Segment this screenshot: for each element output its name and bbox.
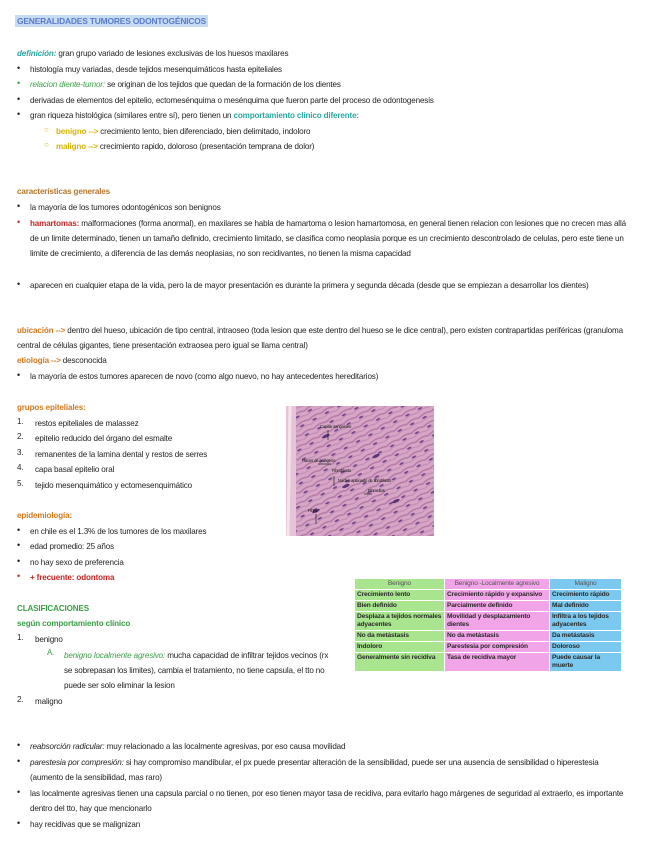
bullet-icon: • bbox=[17, 540, 21, 550]
etiologia-line bbox=[17, 354, 632, 368]
caracteristicas-heading: características generales bbox=[17, 187, 110, 196]
epidemiologia-heading: epidemiología: bbox=[17, 511, 73, 520]
photo-label: Fibra bbox=[308, 508, 317, 513]
clasificaciones-heading: CLASIFICACIONES bbox=[17, 604, 89, 613]
maligno-line bbox=[56, 140, 645, 154]
bullet-icon: • bbox=[17, 756, 21, 766]
ubicacion-text: dentro del hueso, ubicación de tipo central, intraoseo (toda lesion que este dentro del hueso se le dice central), pero existen contrapartidas periféricas (granuloma central de células gigantes, tiene presentación extraosea pero igual se llama central) bbox=[17, 326, 623, 350]
table-header-row bbox=[355, 579, 622, 590]
table-header: Maligno bbox=[550, 579, 622, 590]
list-number: 4. bbox=[17, 463, 24, 472]
ubicacion-paragraph bbox=[17, 323, 632, 353]
bullet-icon: • bbox=[17, 217, 21, 227]
table-row bbox=[355, 631, 622, 642]
clasificacion-sub-a bbox=[64, 648, 336, 693]
epidemiologia-item-1: en chile es el 1.3% de los tumores de los maxilares bbox=[30, 527, 207, 536]
bullet-icon: • bbox=[17, 787, 21, 797]
photo-label: Fibrocitos bbox=[368, 488, 385, 493]
clasificaciones-sub: según comportamiento clínico bbox=[17, 619, 131, 628]
ubicacion-label: ubicación --> bbox=[17, 326, 66, 335]
bullet-icon: • bbox=[17, 556, 21, 566]
table-header: Benigno bbox=[355, 579, 445, 590]
epidemiologia-item-2: edad promedio: 25 años bbox=[30, 542, 114, 551]
table-cell: Puede causar la muerte bbox=[550, 653, 622, 672]
bullet-icon: • bbox=[17, 370, 21, 380]
table-row bbox=[355, 642, 622, 653]
table-cell: Crecimiento rápido y expansivo bbox=[445, 590, 550, 601]
table-cell: Doloroso bbox=[550, 642, 622, 653]
definicion-line bbox=[17, 47, 632, 61]
table-cell: Mal definido bbox=[550, 601, 622, 612]
grupos-item-1: restos epiteliales de malassez bbox=[35, 419, 139, 428]
relacion-text: se originan de los tejidos que quedan de la formación de los dientes bbox=[107, 80, 341, 89]
relacion-label: relacion diente-tumor: bbox=[30, 80, 105, 89]
malignizan-line: hay recidivas que se malignizan bbox=[30, 820, 141, 829]
list-number: 1. bbox=[17, 417, 24, 426]
bullet-icon: • bbox=[17, 571, 21, 581]
definicion-label: definición: bbox=[17, 49, 57, 58]
photo-label: Haces de colágeno bbox=[302, 458, 336, 463]
benigno-label: benigno --> bbox=[56, 127, 99, 136]
table-row bbox=[355, 653, 622, 672]
bullet-icon: • bbox=[17, 78, 21, 88]
reabsorcion-text: muy relacionado a las localmente agresivas, por eso causa movilidad bbox=[104, 742, 346, 751]
benigno-text: crecimiento lento, bien diferenciado, bien delimitado, indoloro bbox=[98, 127, 311, 136]
list-number: 2. bbox=[17, 432, 24, 441]
caracteristicas-bullet-3: aparecen en cualquier etapa de la vida, pero la de mayor presentación es durante la primera y segunda década (desde que se empiezan a desarrollar los dientes) bbox=[30, 281, 589, 290]
maligno-text: crecimiento rapido, doloroso (presentación temprana de dolor) bbox=[97, 142, 315, 151]
circle-bullet-icon: ○ bbox=[44, 125, 49, 134]
table-cell: Crecimiento lento bbox=[355, 590, 445, 601]
hamartomas-paragraph bbox=[30, 216, 630, 261]
etiologia-label: etiología --> bbox=[17, 356, 61, 365]
definicion-bullet-3: derivadas de elementos del epitelio, ectomesénquima o mesénquima que fueron parte del proceso de odontogenesis bbox=[30, 96, 434, 105]
epidemiologia-item-3: no hay sexo de preferencia bbox=[30, 558, 124, 567]
definicion-bullet-1: histología muy variadas, desde tejidos mesenquimáticos hasta epiteliales bbox=[30, 65, 282, 74]
reabsorcion-label: reabsorción radicular: bbox=[30, 742, 105, 751]
table-cell: Movilidad y desplazamiento dientes bbox=[445, 612, 550, 631]
caracteristicas-bullet-1: la mayoría de los tumores odontogénicos son benignos bbox=[30, 203, 221, 212]
benigno-line bbox=[56, 125, 645, 139]
circle-bullet-icon: ○ bbox=[44, 140, 49, 149]
bullet-icon: • bbox=[17, 525, 21, 535]
list-number: 5. bbox=[17, 479, 24, 488]
grupos-item-2: epitelio reducido del órgano del esmalte bbox=[35, 434, 173, 443]
parestesia-label: parestesia por compresión: bbox=[30, 758, 124, 767]
definicion-bullet-4 bbox=[30, 109, 645, 123]
maligno-label: maligno --> bbox=[56, 142, 98, 151]
grupos-item-5: tejido mesenquimático y ectomesenquimático bbox=[35, 481, 193, 490]
hamartomas-text: malformaciones (forma anormal), en maxilares se habla de hamartoma o lesion hamartomosa, en general tienen relacion con lesiones que no crecen mas allá de un limite determinado, tienen un tamaño definido, crecimiento limitado, se clasifica como neoplasia porque es un crecimiento descontrolado de celulas, pero este tiene un limite de crecimiento, a diferencia de las demás neoplasias, no son recidivantes, no tienen la misma capacidad bbox=[30, 219, 626, 258]
hamartomas-label: hamartomas: bbox=[30, 219, 80, 228]
comportamiento-label: comportamiento clínico diferente: bbox=[233, 111, 359, 120]
parestesia-paragraph bbox=[30, 755, 630, 785]
bullet-icon: • bbox=[17, 818, 21, 828]
table-cell: Da metástasis bbox=[550, 631, 622, 642]
table-cell: Indoloro bbox=[355, 642, 445, 653]
bullet-icon: • bbox=[17, 201, 21, 211]
parestesia-text: si hay compromiso mandibular, el px puede presentar alteración de la sensibilidad, puede ser una ausencia de sensibilidad o hiperestesia (aumento de la sensibilidad, mas raro) bbox=[30, 758, 599, 782]
photo-label: Capilar sanguineo bbox=[320, 424, 352, 429]
definicion-text: gran grupo variado de lesiones exclusivas de los huesos maxilares bbox=[56, 49, 289, 58]
epidemiologia-frecuente: + frecuente: odontoma bbox=[30, 573, 115, 582]
bullet-icon: • bbox=[17, 279, 21, 289]
table-row bbox=[355, 590, 622, 601]
bullet-icon: • bbox=[17, 740, 21, 750]
table-cell: Bien definido bbox=[355, 601, 445, 612]
bullet-icon: • bbox=[17, 109, 21, 119]
table-cell: Parcialmente definido bbox=[445, 601, 550, 612]
list-number: 2. bbox=[17, 695, 24, 704]
sub-a-text: mucha capacidad de infiltrar tejidos vecinos (rx se sobrepasan los limites), cambia el tratamiento, no tiene capsula, el tto no puede ser solo eliminar la lesion bbox=[64, 651, 329, 690]
recidiva-paragraph: las localmente agresivas tienen una capsula parcial o no tienen, por eso tienen mayor tasa de recidiva, para evitarlo hago márgenes de seguridad al extraerlo, es importante dentro del tto, hay que mencionarlo bbox=[30, 789, 624, 813]
photo-label: Núcleo aplanado de fibroblasto bbox=[338, 478, 392, 483]
table-cell: Crecimiento rápido bbox=[550, 590, 622, 601]
list-number: 3. bbox=[17, 448, 24, 457]
table-cell: Infiltra a los tejidos adyacentes bbox=[550, 612, 622, 631]
bullet-icon: • bbox=[17, 94, 21, 104]
list-letter: A. bbox=[47, 648, 55, 657]
grupos-item-4: capa basal epitelio oral bbox=[35, 465, 115, 474]
reabsorcion-line bbox=[30, 740, 645, 754]
grupos-item-3: remanentes de la lamina dental y restos de serres bbox=[35, 450, 208, 459]
sub-a-label: benigno localmente agresivo: bbox=[64, 651, 166, 660]
table-cell: No da metástasis bbox=[445, 631, 550, 642]
bullet-icon: • bbox=[17, 63, 21, 73]
clasificacion-item-1: benigno bbox=[35, 635, 63, 644]
clasificacion-item-2: maligno bbox=[35, 697, 63, 706]
list-number: 1. bbox=[17, 633, 24, 642]
table-cell: Tasa de recidiva mayor bbox=[445, 653, 550, 672]
photo-label: Fibroblasto bbox=[332, 468, 352, 473]
page-title: GENERALIDADES TUMORES ODONTOGÉNICOS bbox=[17, 16, 207, 26]
definicion-bullet-2 bbox=[30, 78, 645, 92]
etiologia-bullet: la mayoría de estos tumores aparecen de novo (como algo nuevo, no hay antecedentes hereditarios) bbox=[30, 372, 379, 381]
table-header: Benigno -Localmente agresivo bbox=[445, 579, 550, 590]
etiologia-text: desconocida bbox=[60, 356, 107, 365]
table-cell: Generalmente sin recidiva bbox=[355, 653, 445, 672]
table-cell: No da metástasis bbox=[355, 631, 445, 642]
grupos-heading: grupos epiteliales: bbox=[17, 403, 86, 412]
table-cell: Parestesia por compresión bbox=[445, 642, 550, 653]
riqueza-text: gran riqueza histológica (similares entre sí), pero tienen un bbox=[30, 111, 234, 120]
table-cell: Desplaza a tejidos normales adyacentes bbox=[355, 612, 445, 631]
